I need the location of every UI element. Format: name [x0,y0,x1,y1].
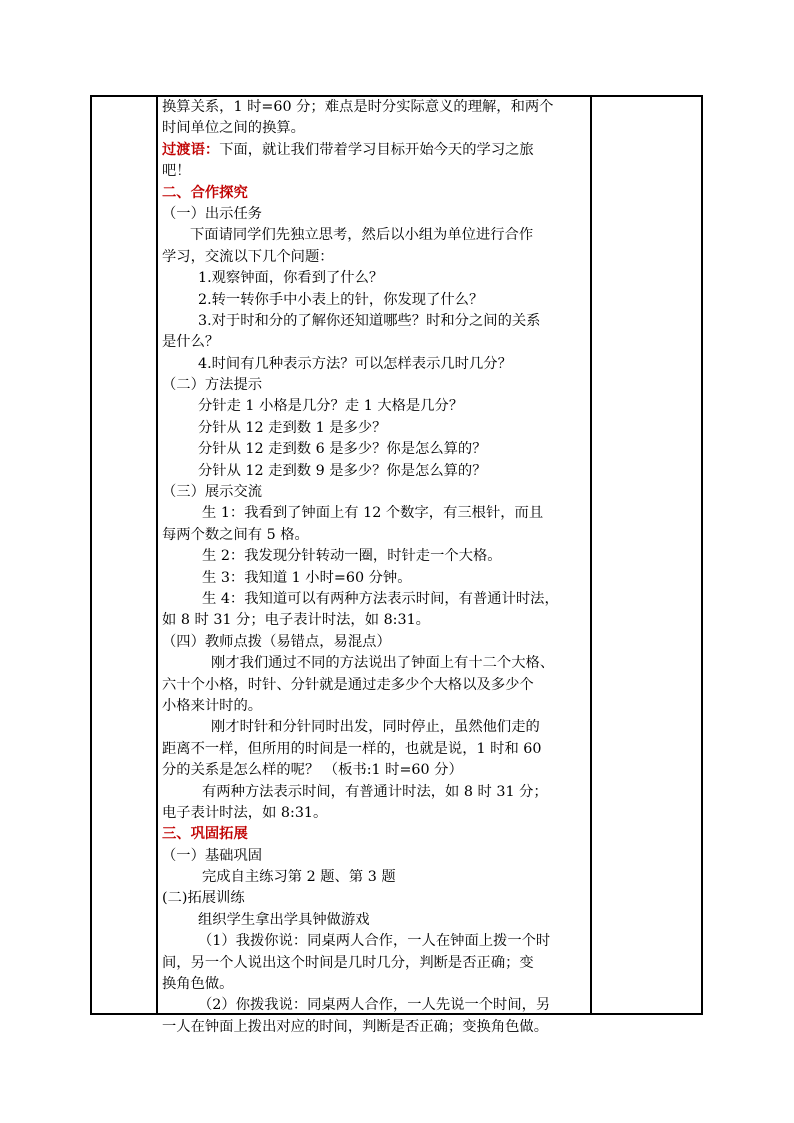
text-line [162,290,586,311]
text-line [162,782,586,803]
transition-label: 过渡语： [162,141,220,158]
text-line [162,482,586,503]
text-line [162,161,586,182]
text-line-content: 4.时间有几种表示方法？可以怎样表示几时几分？ [198,355,512,372]
text-line [162,311,586,332]
text-line-content: 分针走 1 小格是几分？走 1 大格是几分？ [198,398,464,415]
text-line [162,525,586,546]
text-line [162,760,586,781]
text-line-content: 1.观察钟面，你看到了什么？ [198,270,384,287]
text-line-content: 生 3：我知道 1 小时=60 分钟。 [202,569,412,586]
text-line-content: 一人在钟面上拨出对应的时间，判断是否正确；变换角色做。 [162,1018,549,1035]
text-line-content: 完成自主练习第 2 题、第 3 题 [202,869,396,886]
text-line-content: 分针从 12 走到数 9 是多少？你是怎么算的？ [198,462,487,479]
text-line-content: (二)拓展训练 [162,890,245,907]
text-line-content: 每两个数之间有 5 格。 [162,526,309,543]
text-line-content: （一）基础巩固 [162,847,263,864]
text-line-content: 学习，交流以下几个问题： [162,248,334,265]
text-line-content: 三、巩固拓展 [162,826,248,843]
text-line [162,675,586,696]
text-line-content: 间，另一个人说出这个时间是几时几分，判断是否正确；变 [162,954,534,971]
text-line [162,888,586,909]
text-line [162,995,586,1016]
text-line [162,268,586,289]
text-line [162,867,586,888]
text-line [162,974,586,995]
text-line-content: （二）方法提示 [162,377,263,394]
text-line-content: 吧！ [162,163,191,180]
text-line [162,225,586,246]
text-line [162,653,586,674]
lesson-content-cell [162,97,586,1038]
text-line-content: （四）教师点拨（易错点，易混点） [162,633,391,650]
text-line [162,354,586,375]
text-line-content: 时间单位之间的换算。 [162,120,305,137]
text-line [162,97,586,118]
text-line [162,375,586,396]
text-line-content: 是什么？ [162,334,220,351]
text-line-content: 刚才时针和分针同时出发，同时停止，虽然他们走的 [211,719,540,736]
text-line-content: 生 2：我发现分针转动一圈，时针走一个大格。 [202,548,502,565]
text-line-content: 下面请同学们先独立思考，然后以小组为单位进行合作 [190,227,534,244]
text-line [162,696,586,717]
text-line-content: 2.转一转你手中小表上的针，你发现了什么？ [198,291,484,308]
text-line-content: 分针从 12 走到数 6 是多少？你是怎么算的？ [198,441,487,458]
text-line-content: 二、合作探究 [162,184,248,201]
text-line [162,332,586,353]
text-line-content: 生 4：我知道可以有两种方法表示时间，有普通计时法， [202,590,559,607]
text-line [162,546,586,567]
text-line [162,503,586,524]
text-line [162,910,586,931]
text-line-content: （2）你拨我说：同桌两人合作，一人先说一个时间，另 [198,997,551,1014]
text-line-content: （一）出示任务 [162,205,263,222]
text-line [162,568,586,589]
text-line-content: 3.对于时和分的了解你还知道哪些？时和分之间的关系 [198,312,541,329]
text-line-content: 电子表计时法，如 8:31。 [162,804,328,821]
text-line-content: 组织学生拿出学具钟做游戏 [198,911,370,928]
text-line [162,589,586,610]
column-divider-right [590,95,592,1015]
text-line [162,739,586,760]
text-line [162,953,586,974]
text-line-content: （1）我拨你说：同桌两人合作，一人在钟面上拨一个时 [198,933,551,950]
text-line [162,931,586,952]
text-line [162,846,586,867]
text-line [162,247,586,268]
text-line-content: 下面，就让我们带着学习目标开始今天的学习之旅 [219,141,534,158]
text-line [162,461,586,482]
text-line [162,610,586,631]
text-line [162,803,586,824]
text-line-content: 换算关系，1 时=60 分；难点是时分实际意义的理解，和两个 [162,99,554,115]
text-line-content: （三）展示交流 [162,484,263,501]
text-line [162,439,586,460]
text-line [162,140,586,161]
text-line [162,418,586,439]
text-line-content: 有两种方法表示时间，有普通计时法，如 8 时 31 分； [202,783,548,800]
text-line [162,183,586,204]
text-line-content: 距离不一样，但所用的时间是一样的，也就是说，1 时和 60 [162,740,542,757]
text-line [162,204,586,225]
text-line-content: 刚才我们通过不同的方法说出了钟面上有十二个大格、 [211,655,555,672]
text-line-content: 分的关系是怎么样的呢？ （板书:1 时=60 分） [162,762,463,779]
text-line-content: 分针从 12 走到数 1 是多少？ [198,419,387,436]
text-line [162,824,586,845]
column-divider-left [156,95,158,1015]
text-line [162,717,586,738]
text-line-content: 换角色做。 [162,976,234,993]
text-line [162,118,586,139]
text-line [162,632,586,653]
text-line-content: 小格来计时的。 [162,697,263,714]
text-line [162,396,586,417]
text-line [162,1017,586,1038]
text-line-content: 生 1：我看到了钟面上有 12 个数字，有三根针，而且 [202,505,544,522]
text-line-content: 如 8 时 31 分；电子表计时法，如 8:31。 [162,612,430,629]
text-line-content: 六十个小格，时针、分针就是通过走多少个大格以及多少个 [162,676,534,693]
